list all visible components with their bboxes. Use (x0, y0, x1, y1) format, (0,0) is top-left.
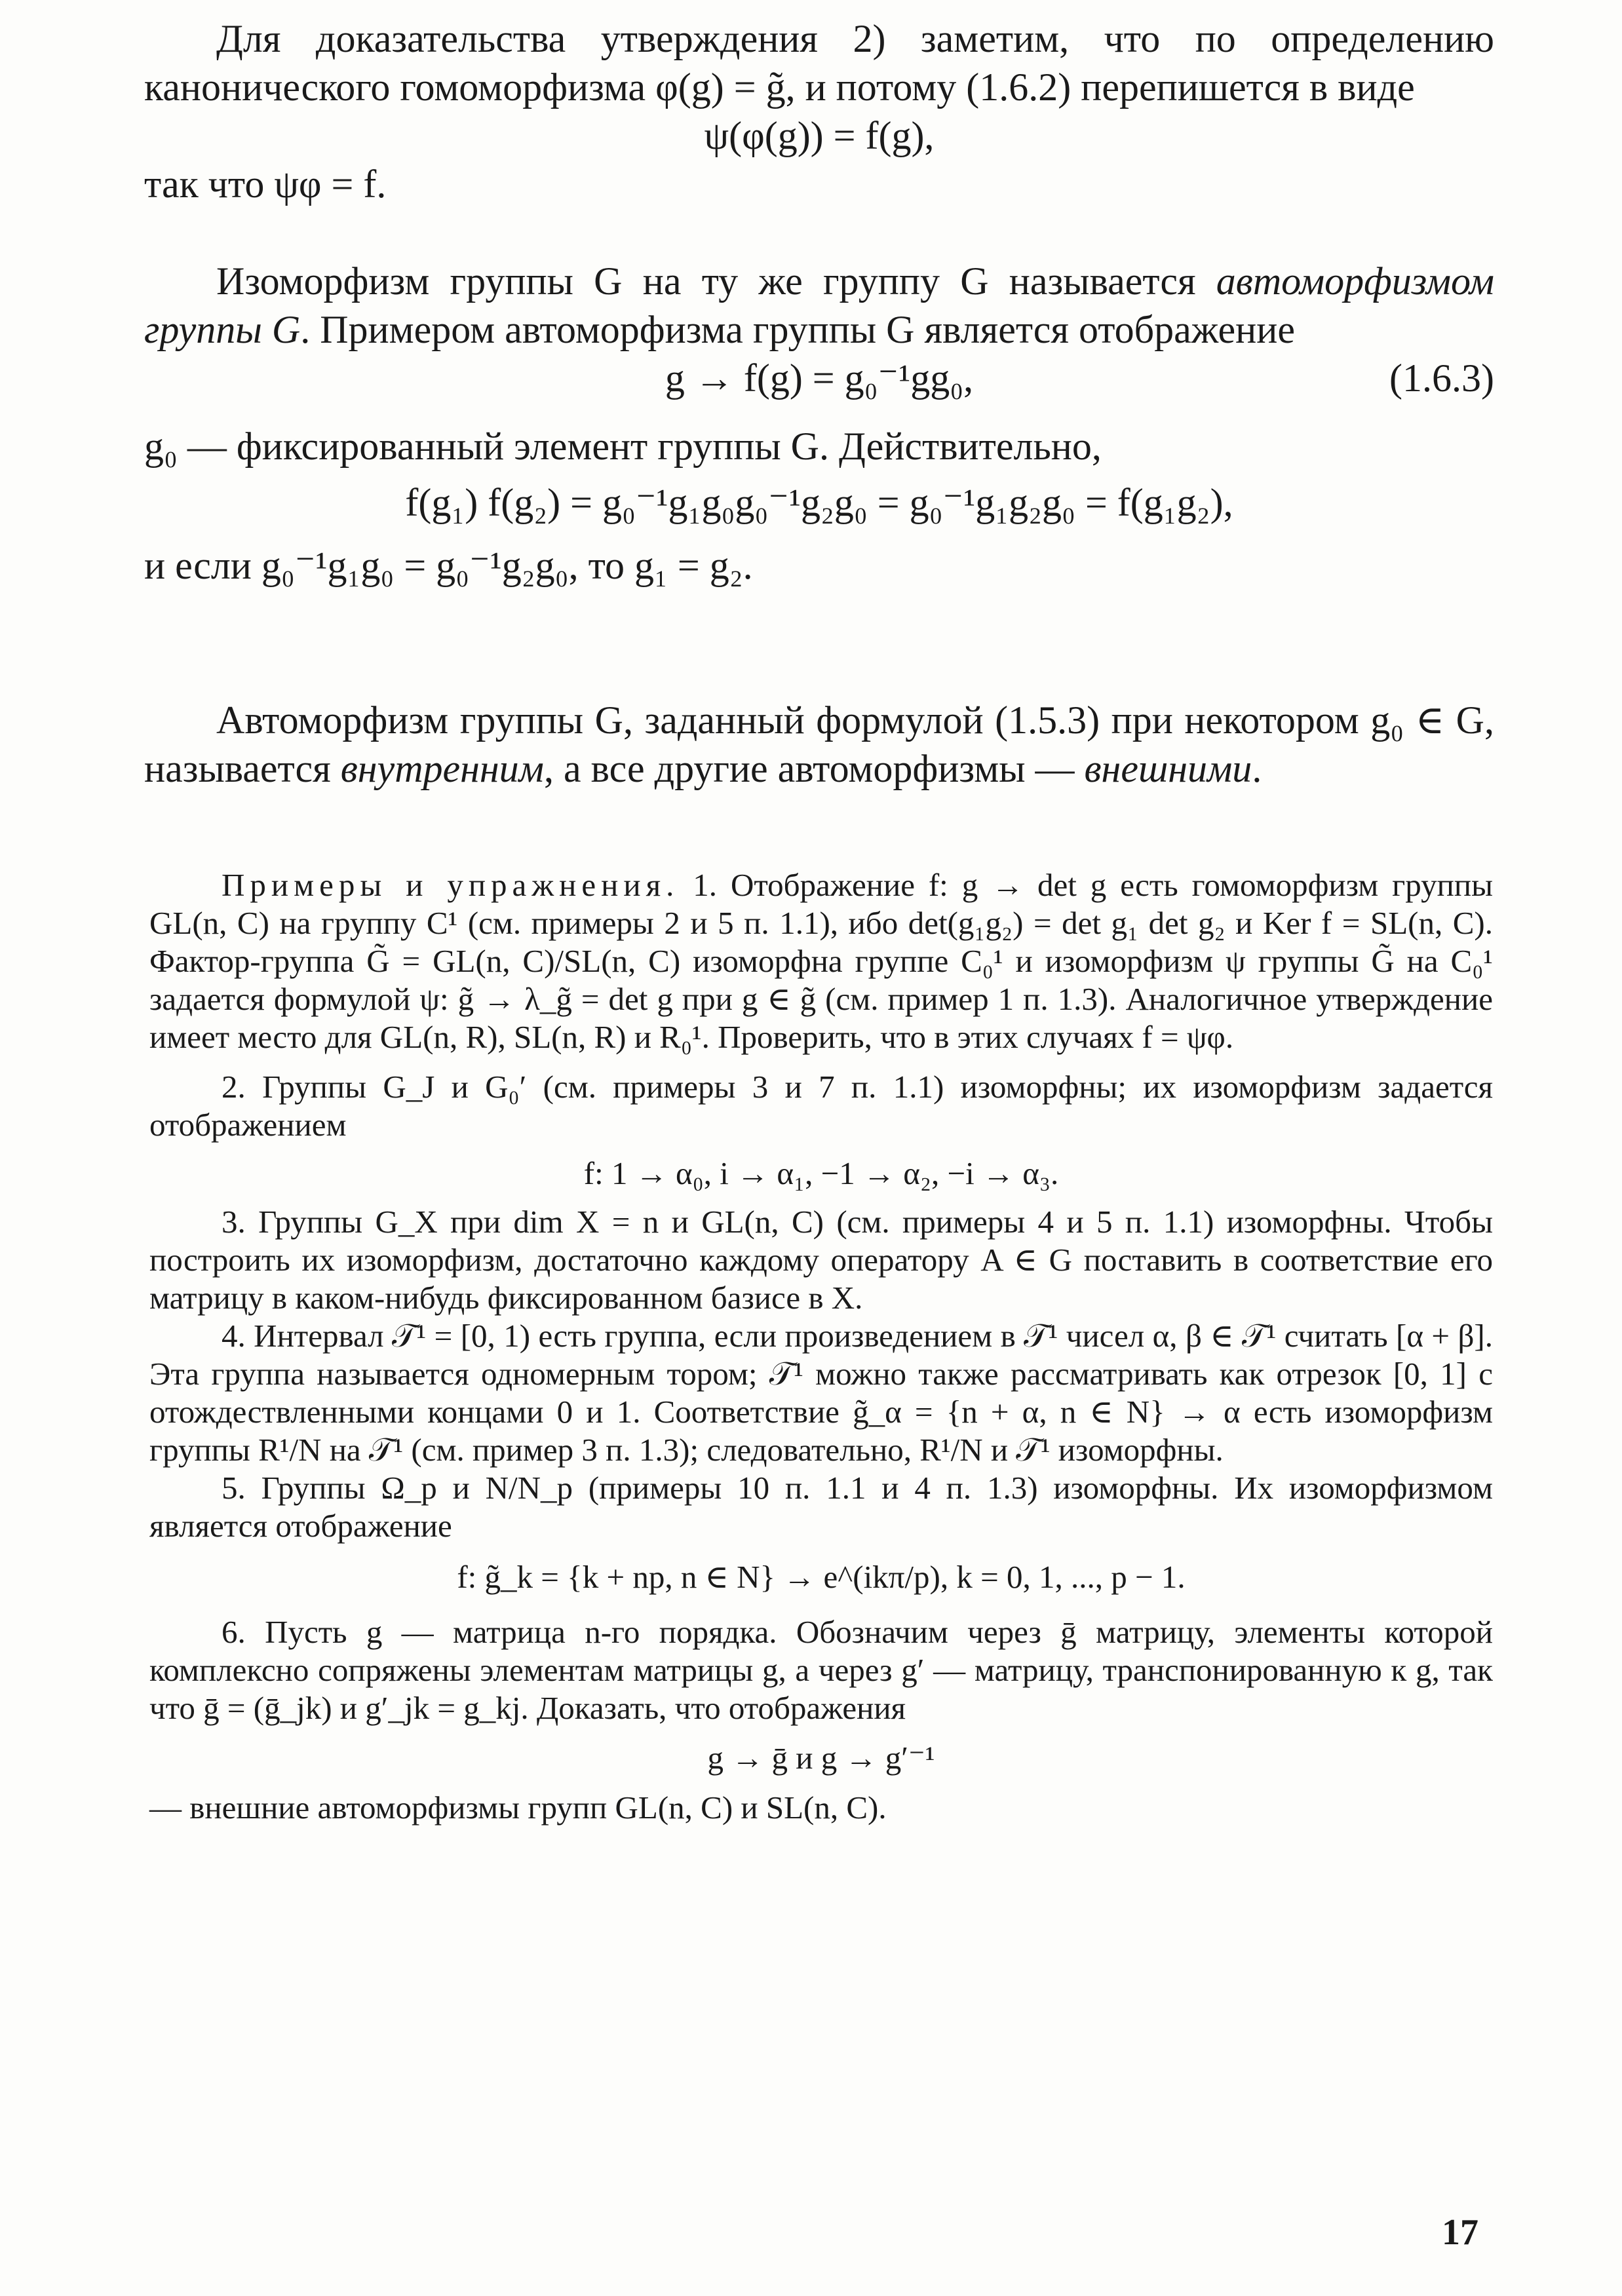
example-4: 4. Интервал 𝒯¹ = [0, 1) есть группа, если произведением в 𝒯¹ чисел α, β ∈ 𝒯¹ считать [α + β]. Эта группа называется одномерным тором; 𝒯¹ можно также рассматривать как отрезок [0, 1] с отождествленными концами 0 и 1. Соответствие g̃_α = {n + α, n ∈ N} → α есть изоморфизм группы R¹/N на 𝒯¹ (см. пример 3 п. 1.3); следовательно, R¹/N и 𝒯¹ изоморфны. (149, 1318, 1493, 1468)
example-5: 5. Группы Ω_p и N/N_p (примеры 10 п. 1.1 и 4 п. 1.3) изоморфны. Их изоморфизмом является отображение (149, 1470, 1493, 1544)
example-6: 6. Пусть g — матрица n-го порядка. Обозначим через ḡ матрицу, элементы которой комплексно сопряжены элементам матрицы g, а через g′ — матрицу, транспонированную к g, так что ḡ = (ḡ_jk) и g′_jk = g_kj. Доказать, что отображения (149, 1614, 1493, 1726)
example-3: 3. Группы G_X при dim X = n и GL(n, C) (см. примеры 4 и 5 п. 1.1) изоморфны. Чтобы построить их изоморфизм, достаточно каждому оператору A ∈ G поставить в соответствие его матрицу в каком-нибудь фиксированном базисе в X. (149, 1204, 1493, 1316)
examples-heading: Примеры и упражнения. (222, 867, 680, 903)
formula-1-6-3: g → f(g) = g₀⁻¹gg₀, (1.6.3) (144, 354, 1494, 402)
term-outer: внешними (1084, 747, 1252, 790)
paragraph-inner-outer (144, 696, 1494, 793)
term-automorphism: автоморфизмом группы G (144, 259, 1494, 351)
examples-section (149, 866, 1493, 1827)
example-2: 2. Группы G_J и G₀′ (см. примеры 3 и 7 п. 1.1) изоморфны; их изоморфизм задается отображением (149, 1069, 1493, 1143)
formula-homomorphism-check: f(g₁) f(g₂) = g₀⁻¹g₁g₀g₀⁻¹g₂g₀ = g₀⁻¹g₁g₂g₀ = f(g₁g₂), (405, 481, 1233, 524)
term-inner: внутренним (340, 747, 544, 790)
paragraph-proof (144, 14, 1494, 208)
example-5-formula: f: g̃_k = {k + np, n ∈ N} → e^(ikπ/p), k = 0, 1, ..., p − 1. (457, 1559, 1186, 1595)
injectivity-text: и если g₀⁻¹g₁g₀ = g₀⁻¹g₂g₀, то g₁ = g₂. (144, 544, 753, 587)
proof-text: Для доказательства утверждения 2) заметим, что по определению канонического гомоморфизма φ(g) = g̃, и потому (1.6.2) перепишется в виде (144, 17, 1494, 109)
equation-number: (1.6.3) (1389, 356, 1494, 400)
inner-outer-definition: Автоморфизм группы G, заданный формулой (1.5.3) при некотором g₀ ∈ G, называется внутренним, а все другие автоморфизмы — внешними. (144, 698, 1494, 790)
example-6-conclusion: — внешние автоморфизмы групп GL(n, C) и SL(n, C). (149, 1789, 887, 1826)
paragraph-automorphism (144, 257, 1494, 590)
example-2-formula: f: 1 → α₀, i → α₁, −1 → α₂, −i → α₃. (583, 1155, 1059, 1191)
example-1: Примеры и упражнения. 1. Отображение f: g → det g есть гомоморфизм группы GL(n, C) на группу C¹ (см. примеры 2 и 5 п. 1.1), ибо det(g₁g₂) = det g₁ det g₂ и Ker f = SL(n, C). Фактор-группа G̃ = GL(n, C)/SL(n, C) изоморфна группе C₀¹ и изоморфизм ψ группы G̃ на C₀¹ задается формулой ψ: g̃ → λ_g̃ = det g при g ∈ g̃ (см. пример 1 п. 1.3). Аналогичное утверждение имеет место для GL(n, R), SL(n, R) и R₀¹. Проверить, что в этих случаях f = ψφ. (149, 867, 1494, 1055)
page-number: 17 (1442, 2212, 1478, 2253)
proof-conclusion: так что ψφ = f. (144, 163, 387, 206)
automorphism-definition: Изоморфизм группы G на ту же группу G называется автоморфизмом группы G. Примером автоморфизма группы G является отображение (144, 259, 1494, 351)
fixed-element-text: g₀ — фиксированный элемент группы G. Действительно, (144, 425, 1102, 468)
example-6-formula: g → ḡ и g → g′⁻¹ (707, 1740, 935, 1776)
formula-psi-phi: ψ(φ(g)) = f(g), (704, 114, 935, 157)
